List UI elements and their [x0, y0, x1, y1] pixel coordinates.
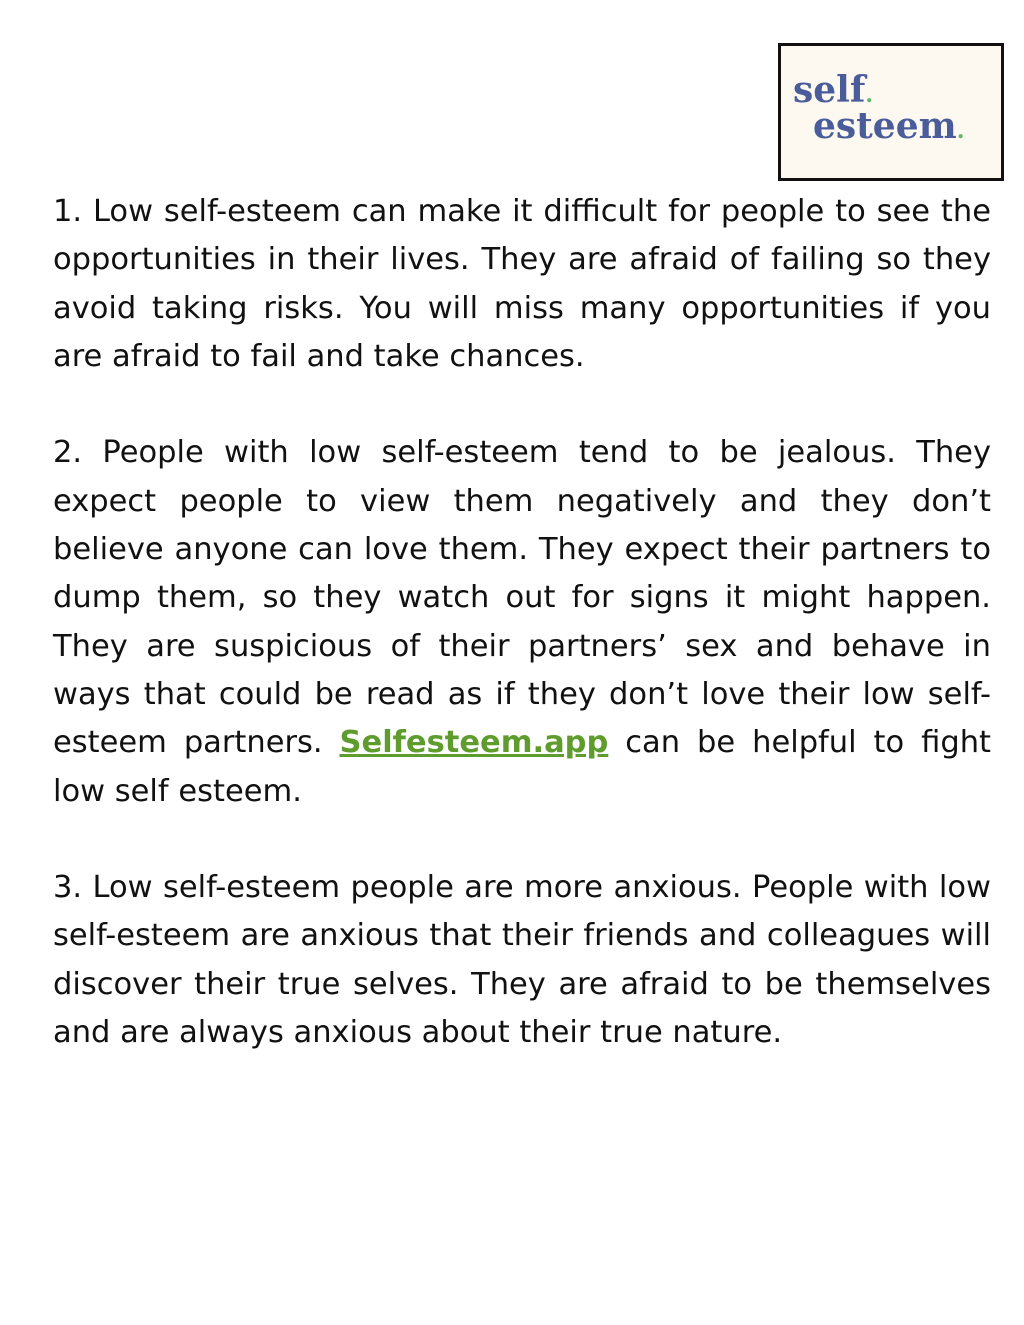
paragraph-2-text-before-link: 2. People with low self-esteem tend to be jealous. They expect people to view them negatively and they don’t believe anyone can love them. They expect their partners to dump them, so they watch out for signs it might happen. They are suspicious of their partners’ sex and behave in ways that could be read as if they don’t love their low self-esteem partners.: [53, 435, 991, 761]
logo-word-self: self: [793, 69, 866, 111]
paragraph-2-text-after-link: can be helpful to fight low self esteem.: [53, 725, 991, 809]
logo-dot: .: [865, 82, 874, 108]
paragraph-1: 1. Low self-esteem can make it difficult for people to see the opportunities in their lives. They are afraid of failing so they avoid taking risks. You will miss many opportunities if you are afraid to fail and take chances.: [53, 194, 991, 374]
paragraph-2: [53, 429, 991, 815]
selfesteem-app-link[interactable]: Selfesteem.app: [339, 725, 609, 761]
logo-line-esteem: [813, 105, 965, 147]
article-body: [53, 188, 991, 1106]
logo-box: [778, 43, 1004, 181]
paragraph-3: 3. Low self-esteem people are more anxious. People with low self-esteem are anxious that their friends and colleagues will discover their true selves. They are afraid to be themselves and are always anxious about their true nature.: [53, 870, 991, 1051]
logo-dot: .: [956, 118, 965, 144]
logo-line-self: [793, 69, 964, 111]
logo: [793, 69, 965, 147]
logo-word-esteem: esteem: [813, 105, 957, 147]
